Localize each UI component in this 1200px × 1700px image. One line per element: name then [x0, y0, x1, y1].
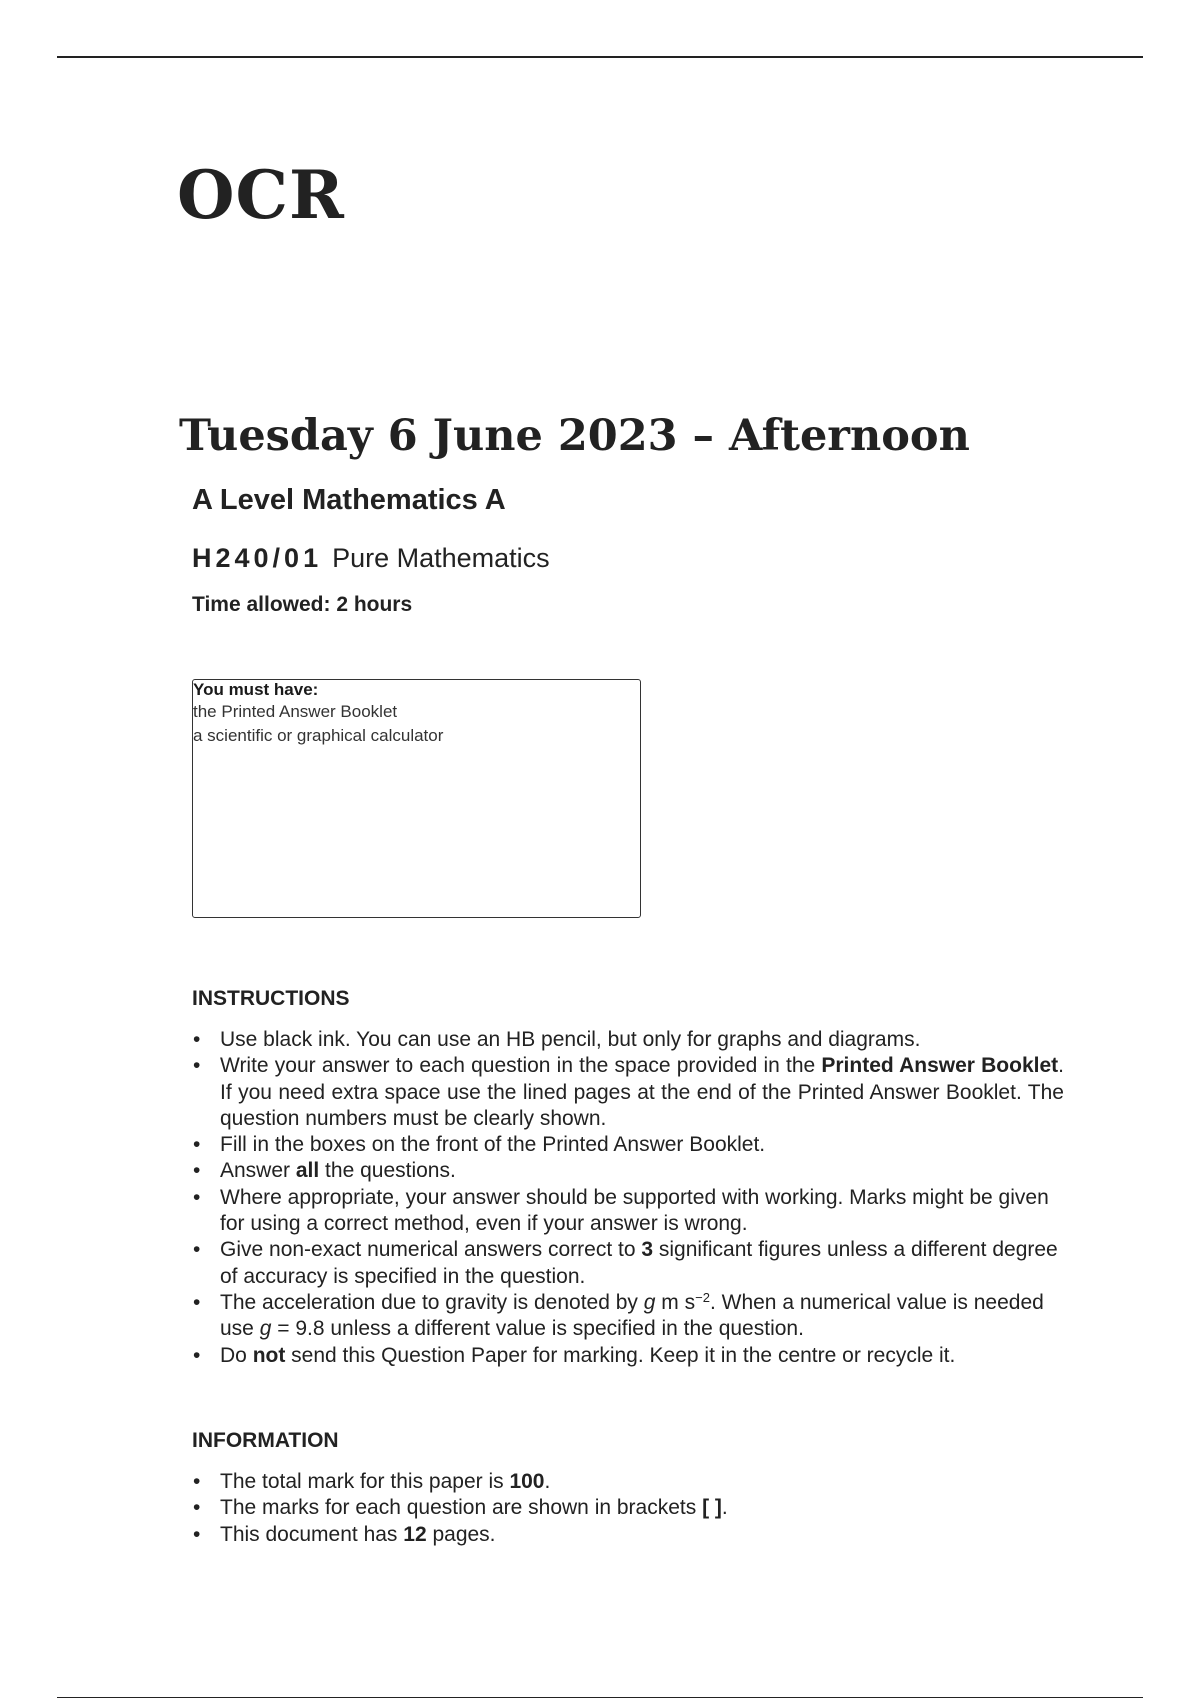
list-item: • Answer all the questions. — [192, 1158, 1064, 1184]
exam-date: Tuesday 6 June 2023 – Afternoon — [179, 411, 970, 461]
list-item: • This document has 12 pages. — [192, 1522, 1064, 1548]
must-have-item: the Printed Answer Booklet — [193, 702, 398, 721]
ocr-logo: OCR — [177, 156, 345, 234]
list-item: • The acceleration due to gravity is denoted by g m $s^{-2}$. When a numerical value is needed use g = 9.8 unless a different value is specified in the question. — [193, 1289, 1044, 1341]
list-item: • The marks for each question are shown in brackets [ ]. — [192, 1495, 1064, 1521]
bullet: • — [193, 1159, 201, 1183]
bullet: • — [193, 1470, 201, 1493]
bullet: • — [193, 1133, 201, 1157]
paper-title: Pure Mathematics — [332, 543, 550, 573]
bullet: • — [193, 1522, 201, 1546]
you-must-have-box — [192, 679, 641, 918]
bottom-rule — [57, 1697, 1143, 1698]
list-item: • Where appropriate, your answer should be supported with working. Marks might be given for using a correct method, even if your answer is wrong. — [193, 1185, 1049, 1236]
bullet: • — [193, 1496, 201, 1520]
paper-line — [192, 545, 550, 572]
time-allowed: Time allowed: 2 hours — [192, 593, 413, 616]
list-item: • The total mark for this paper is 100. — [192, 1469, 1064, 1495]
list-item: • Do not send this Question Paper for marking. Keep it in the centre or recycle it. — [192, 1343, 1064, 1369]
instructions-heading: INSTRUCTIONS — [192, 987, 350, 1010]
bullet: • — [193, 1238, 201, 1262]
paper-code: H240/01 — [192, 543, 323, 573]
qualification-title: A Level Mathematics A — [192, 484, 506, 516]
bullet: • — [193, 1343, 201, 1367]
list-item: • Fill in the boxes on the front of the Printed Answer Booklet. — [192, 1132, 1064, 1158]
list-item: • Give non-exact numerical answers correct to 3 significant figures unless a different degree of accuracy is specified in the question. — [193, 1238, 1058, 1288]
list-item: • Use black ink. You can use an HB pencil, but only for graphs and diagrams. — [192, 1027, 1064, 1053]
bullet: • — [193, 1028, 201, 1051]
bullet: • — [193, 1054, 201, 1078]
information-list — [192, 1469, 1064, 1548]
bullet: • — [193, 1185, 201, 1209]
information-heading: INFORMATION — [192, 1429, 339, 1452]
must-have-item: a scientific or graphical calculator — [193, 726, 444, 745]
list-item: • Write your answer to each question in the space provided in the Printed Answer Booklet. If you need extra space use the lined pages at the end of the Printed Answer Booklet. The question numbers must be clearly shown. — [193, 1054, 1064, 1130]
bullet: • — [193, 1290, 201, 1314]
instructions-list — [192, 1027, 1064, 1369]
you-must-have-heading: You must have: — [193, 680, 319, 699]
top-rule — [57, 56, 1143, 58]
